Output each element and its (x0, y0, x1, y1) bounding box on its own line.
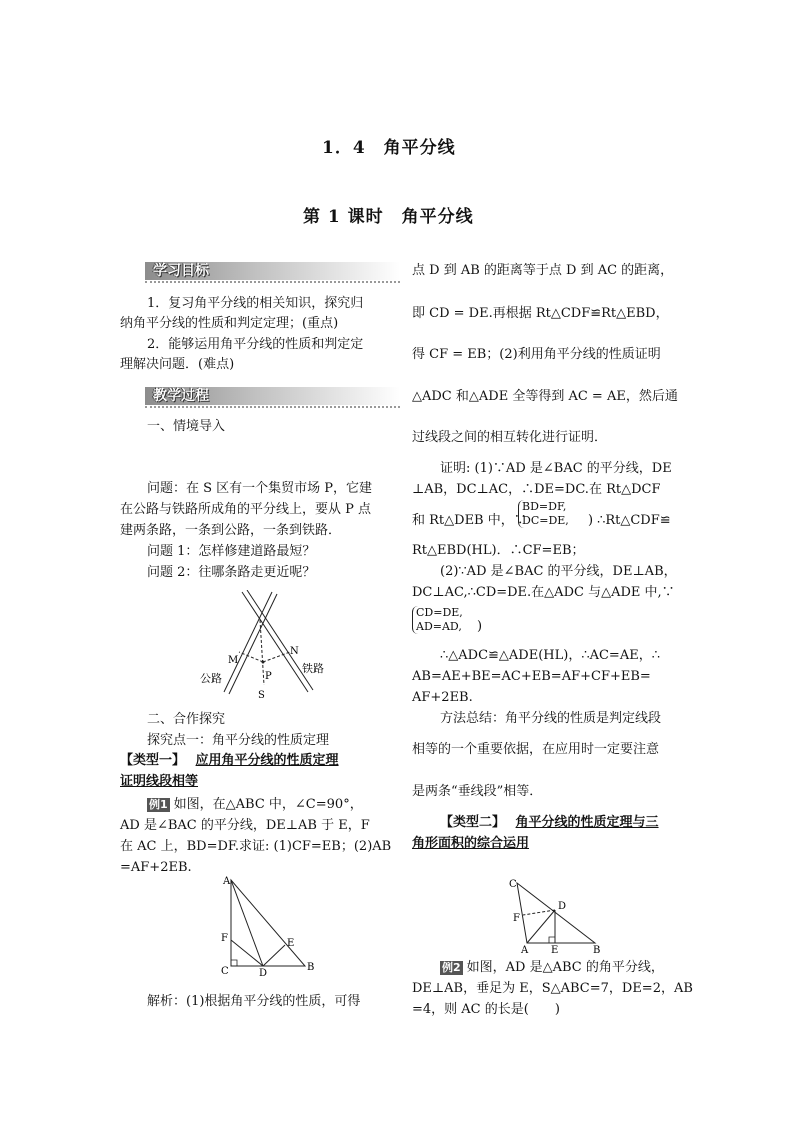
fig1-label-rail: 铁路 (302, 662, 324, 675)
proof-line-3-pre: 和 Rt△DEB 中，∵ (412, 513, 527, 528)
proof-line-2: ⊥AB，DC⊥AC，∴DE=DC.在 Rt△DCF (412, 482, 661, 497)
fig2-label-E: E (287, 938, 295, 949)
proof-line-1: 证明: (1)∵AD 是∠BAC 的平分线，DE (440, 461, 672, 476)
fig1-label-road: 公路 (200, 672, 222, 685)
type-2-heading (440, 814, 659, 832)
fig3-label-A: A (521, 945, 529, 955)
example-1-line-b: AD 是∠BAC 的平分线，DE⊥AB 于 E，F (120, 818, 370, 833)
method-line-2: 相等的一个重要依据，在应用时一定要注意 (412, 742, 660, 757)
fig3-label-C: C (509, 879, 517, 890)
right-line-4: △ADC 和△ADE 全等得到 AC = AE，然后通 (412, 389, 678, 404)
chapter-title: 1．4 角平分线 (322, 138, 456, 158)
proof-line-3 (412, 512, 527, 530)
fig2-label-F: F (221, 933, 228, 944)
goal-2-line-b: 理解决问题．(难点) (120, 357, 235, 372)
type-1-title-b: 证明线段相等 (120, 774, 199, 789)
goal-1-line-a: 1．复习角平分线的相关知识，探究归 (147, 296, 364, 311)
example-1-line-d: =AF+2EB. (120, 860, 192, 875)
example-2-line-c: =4，则 AC 的长是( ) (412, 1002, 560, 1017)
example-1-line-a (147, 796, 363, 814)
fig1-label-S: S (258, 690, 265, 701)
right-line-1: 点 D 到 AB 的距离等于点 D 到 AC 的距离， (412, 263, 674, 278)
road-rail-figure (190, 590, 330, 705)
point-1-heading: 探究点一：角平分线的性质定理 (147, 733, 330, 748)
fig1-label-P: P (265, 671, 272, 682)
fig2-label-B: B (307, 962, 315, 973)
system-2-close: ) (477, 619, 483, 634)
proof-line-8: ∴△ADC≌△ADE(HL)，∴AC=AE，∴ (440, 648, 660, 663)
proof-line-6: DC⊥AC,∴CD=DE.在△ADC 与△ADE 中,∵ (412, 585, 675, 600)
goals-heading: 学习目标 (153, 263, 209, 279)
type-1-heading (120, 752, 339, 770)
intro-heading: 一、情境导入 (147, 419, 226, 434)
type-2-tag: 【类型二】 (440, 815, 506, 830)
fig2-label-A: A (223, 876, 231, 887)
example-1-badge: 例1 (149, 798, 168, 811)
fig3-label-B: B (593, 945, 601, 955)
explore-heading: 二、合作探究 (147, 712, 226, 727)
proof-line-3-conclusion: ∴Rt△CDF≌ (597, 513, 671, 528)
fig3-label-D: D (558, 901, 567, 912)
example-1-text-a: 如图，在△ABC 中，∠C=90°， (173, 797, 363, 812)
goal-1-line-b: 纳角平分线的性质和判定定理；(重点) (120, 316, 339, 331)
type-2-title-b: 角形面积的综合运用 (412, 836, 530, 851)
proof-system-1 (518, 500, 569, 528)
right-line-3: 得 CF = EB；(2)利用角平分线的性质证明 (412, 347, 661, 362)
divider (145, 406, 400, 408)
divider (145, 281, 400, 283)
fig2-label-C: C (221, 966, 229, 977)
proof-system-2 (412, 606, 463, 634)
question-line-b: 在公路与铁路所成角的平分线上，要从 P 点 (120, 502, 372, 517)
analysis-text: 解析：(1)根据角平分线的性质，可得 (147, 994, 361, 1009)
method-line-1: 方法总结：角平分线的性质是判定线段 (440, 711, 662, 726)
goals-heading-bar (145, 262, 400, 280)
type-1-title-a: 应用角平分线的性质定理 (195, 753, 339, 768)
type-1-tag: 【类型一】 (120, 753, 186, 768)
fig3-label-F: F (513, 913, 520, 924)
goal-2-line-a: 2．能够运用角平分线的性质和判定定 (147, 337, 364, 352)
question-2: 问题 2：往哪条路走更近呢？ (147, 565, 316, 580)
right-line-5: 过线段之间的相互转化进行证明． (412, 430, 608, 445)
fig1-label-M: M (228, 655, 239, 666)
method-line-3: 是两条“垂线段”相等． (412, 784, 543, 799)
triangle-figure-1 (215, 872, 320, 982)
example-2-line-b: DE⊥AB，垂足为 E，S△ABC=7，DE=2，AB (412, 981, 693, 996)
example-2-text-a: 如图，AD 是△ABC 的角平分线， (466, 960, 664, 975)
question-line-a: 问题：在 S 区有一个集贸市场 P，它建 (147, 481, 373, 496)
right-line-2: 即 CD = DE.再根据 Rt△CDF≌Rt△EBD， (412, 306, 669, 321)
question-line-c: 建两条路，一条到公路，一条到铁路． (120, 523, 342, 538)
proof-line-3-post: ) ∴Rt△CDF≌ (588, 513, 671, 528)
fig1-label-N: N (290, 646, 299, 657)
example-2-line-a (440, 959, 664, 977)
system-1-eq-1: BD=DF, (522, 500, 567, 513)
type-2-title-a: 角平分线的性质定理与三 (515, 815, 659, 830)
proof-line-9: AB=AE+BE=AC+EB=AF+CF+EB= (412, 669, 651, 684)
lesson-subtitle: 第 1 课时 角平分线 (303, 207, 474, 227)
proof-line-5: (2)∵AD 是∠BAC 的平分线，DE⊥AB， (440, 564, 677, 579)
proof-line-4: Rt△EBD(HL)．∴CF=EB； (412, 543, 585, 558)
process-heading-bar (145, 387, 400, 405)
fig3-label-E: E (551, 945, 559, 955)
triangle-figure-2 (505, 875, 610, 955)
example-2-badge: 例2 (442, 961, 461, 974)
proof-line-10: AF+2EB. (412, 690, 473, 705)
system-2-eq-2: AD=AD, (416, 620, 462, 633)
fig2-label-D: D (259, 968, 268, 979)
system-1-eq-2: DC=DE, (522, 514, 569, 527)
example-1-line-c: 在 AC 上，BD=DF.求证: (1)CF=EB；(2)AB (120, 839, 392, 854)
question-1: 问题 1：怎样修建道路最短？ (147, 544, 316, 559)
system-2-eq-1: CD=DE, (416, 606, 463, 619)
process-heading: 教学过程 (153, 388, 209, 404)
